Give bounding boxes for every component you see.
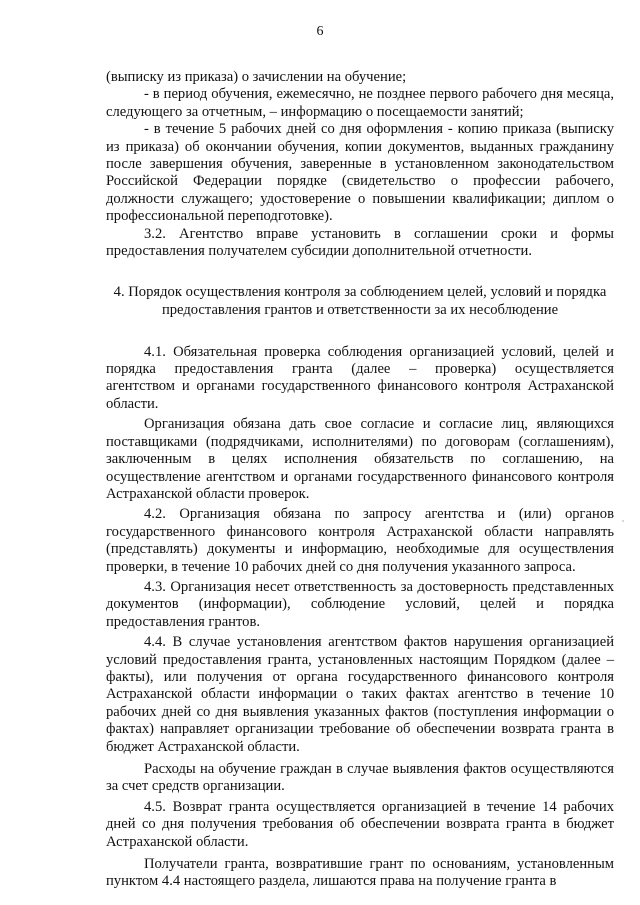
- paragraph-item-4-1: 4.1. Обязательная проверка соблюдения организацией условий, целей и порядка предоставления гранта (далее – проверка) осуществляется агентством и органами государственного финансового контроля Астраханской области.: [106, 343, 614, 412]
- paragraph-recipients: Получатели гранта, возвратившие грант по основаниям, установленным пунктом 4.4 настоящего раздела, лишаются права на получение гранта в: [106, 856, 614, 890]
- paragraph-consent: Организация обязана дать свое согласие и согласие лиц, являющихся поставщиками (подрядчиками, исполнителями) по договорам (соглашениям), заключенным в целях исполнения обязательств по соглашению, на осуществление агентством и органами государственного финансового контроля Астраханской области проверок.: [106, 416, 614, 502]
- paragraph-item-4-4: 4.4. В случае установления агентством фактов нарушения организацией условий предоставления гранта, установленных настоящим Порядком (далее – факты), или получения от органа государственного финансового контроля Астраханской области информации о таких фактах агентство в течение 10 рабочих дней со дня выявления указанных фактов (поступления информации о фактах) направляет организации требование об обеспечении возврата гранта в бюджет Астраханской области.: [106, 634, 614, 755]
- paragraph-item-3-2: 3.2. Агентство вправе установить в соглашении сроки и формы предоставления получателем субсидии дополнительной отчетности.: [106, 225, 614, 260]
- paragraph-bullet-monthly: - в период обучения, ежемесячно, не позднее первого рабочего дня месяца, следующего за отчетным, – информацию о посещаемости занятий;: [106, 86, 614, 120]
- paragraph-item-4-5: 4.5. Возврат гранта осуществляется организацией в течение 14 рабочих дней со дня получения требования об обеспечении возврата гранта в бюджет Астраханской области.: [106, 798, 614, 850]
- paragraph-bullet-completion: - в течение 5 рабочих дней со дня оформления - копию приказа (выписку из приказа) об окончании обучения, копии документов, выданных гражданину после завершения обучения, заверенные в установленном законодательством Российской Федерации порядке (свидетельство о профессии рабочего, должности служащего; удостоверение о повышении квалификации; диплом о профессиональной переподготовке).: [106, 121, 614, 225]
- section-4-heading: 4. Порядок осуществления контроля за соблюдением целей, условий и порядка предоставления грантов и ответственности за их несоблюдение: [113, 284, 607, 319]
- scan-mark: [622, 520, 624, 522]
- paragraph-continuation: (выписку из приказа) о зачислении на обучение;: [106, 69, 407, 85]
- paragraph-item-4-2: 4.2. Организация обязана по запросу агентства и (или) органов государственного финансового контроля Астраханской области направлять (представлять) документы и информацию, необходимые для осуществления проверки, в течение 10 рабочих дней со дня получения указанного запроса.: [106, 506, 614, 575]
- page-number: 6: [316, 24, 324, 39]
- paragraph-expenses: Расходы на обучение граждан в случае выявления фактов осуществляются за счет средств организации.: [106, 761, 614, 795]
- document-body: [106, 69, 614, 891]
- paragraph-item-4-3: 4.3. Организация несет ответственность за достоверность представленных документов (информации), соблюдение условий, целей и порядка предоставления грантов.: [106, 578, 614, 630]
